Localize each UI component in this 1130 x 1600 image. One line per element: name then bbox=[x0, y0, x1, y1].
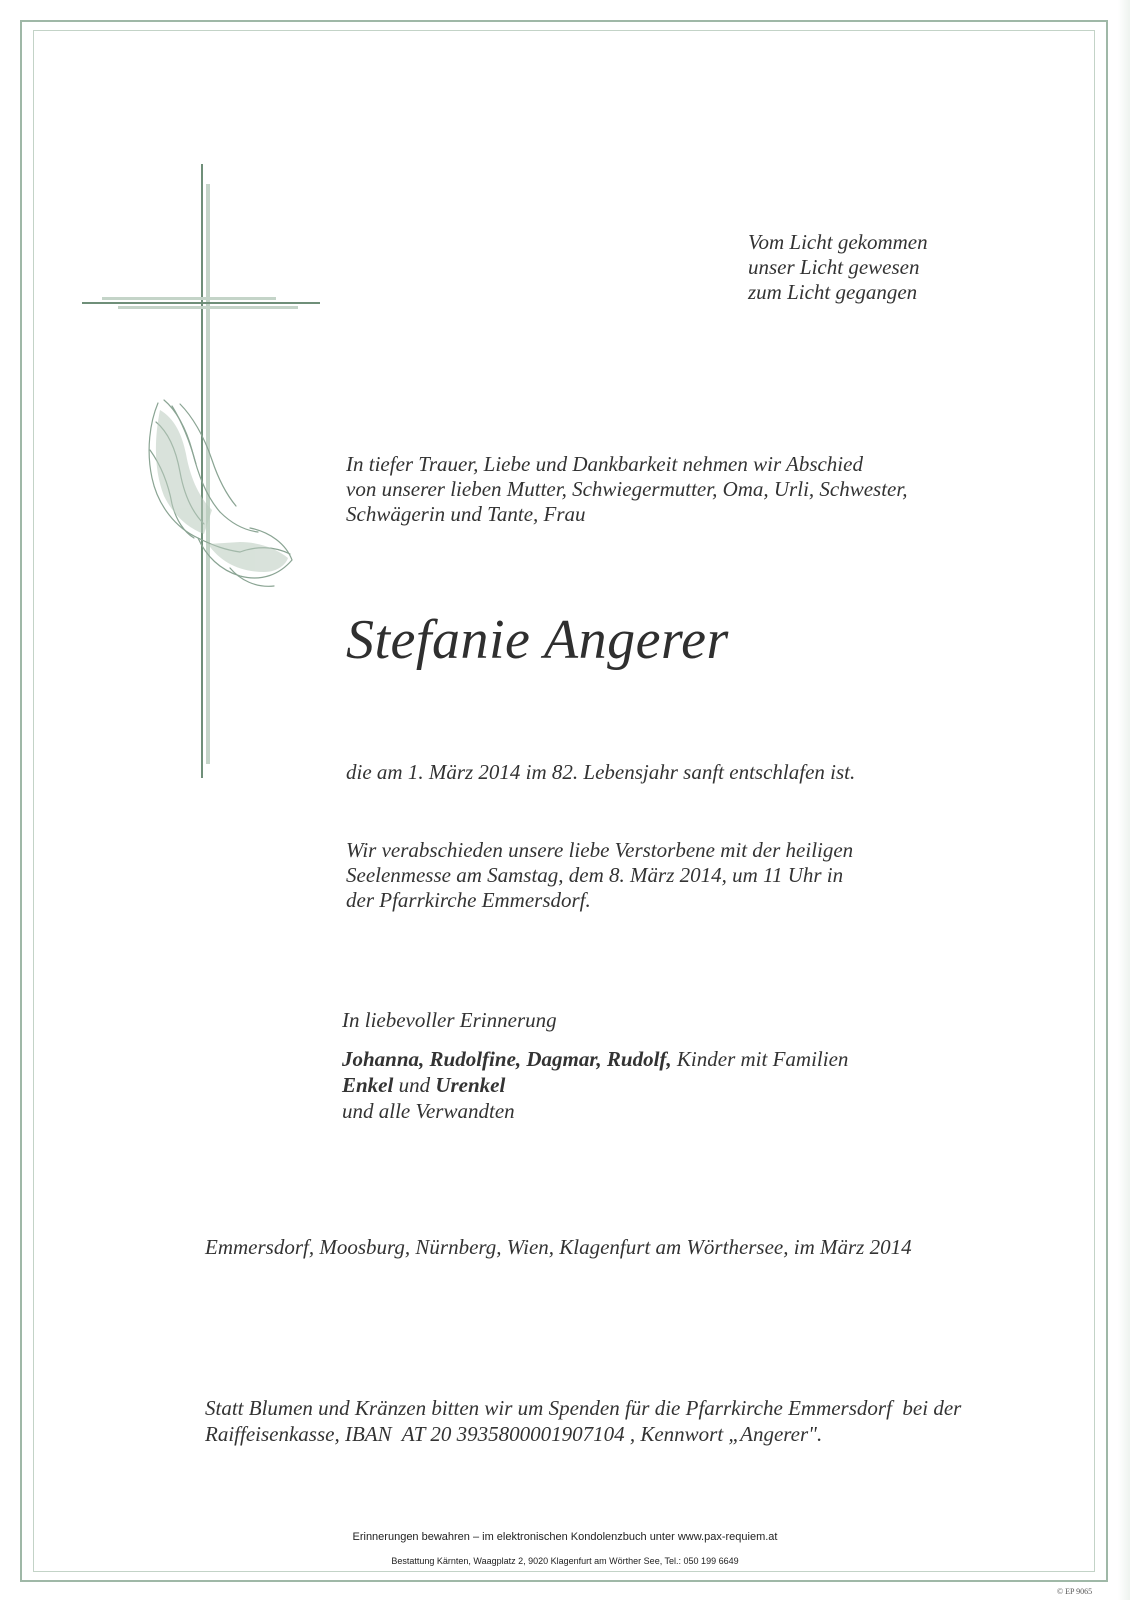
motto-line: Vom Licht gekommen bbox=[748, 230, 928, 254]
family-line-relatives: und alle Verwandten bbox=[342, 1099, 515, 1123]
intro-paragraph bbox=[346, 452, 907, 527]
condolence-footer: Erinnerungen bewahren – im elektronischen Kondolenzbuch unter www.pax-requiem.at bbox=[352, 1531, 778, 1543]
great-grandchildren-label: Urenkel bbox=[435, 1073, 506, 1097]
donations-paragraph bbox=[205, 1395, 961, 1447]
grandchildren-label: Enkel bbox=[342, 1073, 394, 1097]
print-code: © EP 9065 bbox=[1057, 1587, 1093, 1596]
service-paragraph bbox=[346, 838, 853, 913]
motto-line: zum Licht gegangen bbox=[748, 280, 918, 304]
family-line-children bbox=[342, 1046, 848, 1072]
children-names: Johanna, Rudolfine, Dagmar, Rudolf, bbox=[342, 1047, 672, 1071]
places-date: Emmersdorf, Moosburg, Nürnberg, Wien, Klagenfurt am Wörthersee, im März 2014 bbox=[205, 1235, 912, 1259]
funeral-home-footer: Bestattung Kärnten, Waagplatz 2, 9020 Klagenfurt am Wörther See, Tel.: 050 199 6649 bbox=[391, 1556, 739, 1566]
intro-line: Schwägerin und Tante, Frau bbox=[346, 502, 586, 526]
children-suffix: Kinder mit Familien bbox=[671, 1047, 849, 1071]
page-edge bbox=[1118, 0, 1130, 1600]
donations-line: Raiffeisenkasse, IBAN AT 20 3935800001907104 , Kennwort „Angerer". bbox=[205, 1422, 823, 1446]
motto-line: unser Licht gewesen bbox=[748, 255, 920, 279]
service-line: der Pfarrkirche Emmersdorf. bbox=[346, 888, 591, 912]
intro-line: von unserer lieben Mutter, Schwiegermutter, Oma, Urli, Schwester, bbox=[346, 477, 908, 501]
donations-line: Statt Blumen und Kränzen bitten wir um Spenden für die Pfarrkirche Emmersdorf bei der bbox=[205, 1396, 962, 1420]
cross-with-praying-hands-icon bbox=[80, 160, 340, 800]
death-notice: die am 1. März 2014 im 82. Lebensjahr sanft entschlafen ist. bbox=[346, 760, 856, 784]
memory-label: In liebevoller Erinnerung bbox=[342, 1008, 557, 1032]
service-line: Wir verabschieden unsere liebe Verstorbene mit der heiligen bbox=[346, 838, 854, 862]
deceased-name: Stefanie Angerer bbox=[346, 609, 729, 671]
family-list bbox=[342, 1046, 848, 1124]
service-line: Seelenmesse am Samstag, dem 8. März 2014, um 11 Uhr in bbox=[346, 863, 844, 887]
conjunction: und bbox=[393, 1073, 436, 1097]
intro-line: In tiefer Trauer, Liebe und Dankbarkeit nehmen wir Abschied bbox=[346, 452, 863, 476]
motto bbox=[748, 230, 928, 305]
family-line-grandchildren bbox=[342, 1072, 848, 1098]
